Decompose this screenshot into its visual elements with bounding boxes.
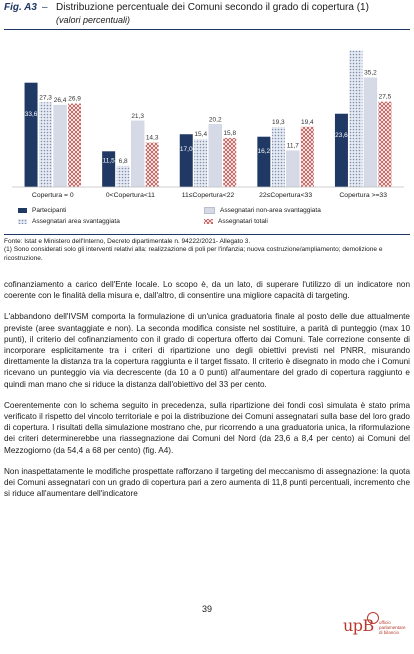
legend-swatch-area <box>18 219 27 224</box>
bar <box>39 102 52 187</box>
figure-dash: – <box>42 2 48 13</box>
upb-logo <box>343 612 411 650</box>
bar <box>364 78 377 187</box>
data-label: 6,8 <box>118 157 128 165</box>
page-number: 39 <box>201 604 212 614</box>
footnote-line: (1) Sono considerati solo gli interventi relativi alla: realizzazione di poli per l'infanzia; nuova costruzione/ampliamento; demolizione e ricostruzione. <box>4 246 383 262</box>
bar <box>180 134 193 187</box>
bar <box>286 151 299 187</box>
data-label: 15,8 <box>223 129 237 137</box>
paragraph-4: Non inaspettatamente le modifiche prospettate rafforzano il targeting del meccanismo di assegnazione: la quota dei Comuni assegnatari con un grado di copertura pari a zero aumenta di 11,8 punti percentuali, incremento che si riduce all'aumentare dell'indicatore <box>4 466 410 499</box>
bar <box>146 143 159 187</box>
bar <box>335 114 348 187</box>
data-label: 16,2 <box>257 147 271 155</box>
data-label: 27,5 <box>378 93 392 101</box>
data-label: 23,6 <box>335 132 348 140</box>
chart-legend <box>18 207 408 231</box>
figure-bottom-rule <box>4 234 410 235</box>
logo-seal-icon <box>367 612 379 624</box>
bar <box>25 83 38 187</box>
data-label: 15,4 <box>194 131 208 139</box>
legend-label-partecipanti: Partecipanti <box>32 207 67 214</box>
x-tick-label: Copertura = 0 <box>31 192 74 199</box>
data-label: 27,3 <box>39 94 52 102</box>
body-text <box>4 279 410 509</box>
bar <box>378 102 391 187</box>
legend-item-area <box>18 218 120 225</box>
data-label: 20,2 <box>208 116 222 124</box>
legend-swatch-non-area <box>204 207 215 214</box>
logo-text-line: ufficio <box>379 620 391 625</box>
bar <box>117 166 130 187</box>
logo-text-line: di bilancio <box>379 630 400 635</box>
source-line: Fonte: Istat e Ministero dell'Interno, Decreto dipartimentale n. 94222/2021- Allegato 3. <box>4 238 251 245</box>
figure-label: Fig. A3 <box>4 2 37 13</box>
data-label: 19,3 <box>272 119 285 127</box>
data-label: 26,9 <box>68 95 81 103</box>
figure-header <box>4 2 410 32</box>
figure-source <box>4 238 408 263</box>
x-tick-label: 0<Copertura<11 <box>105 192 155 199</box>
legend-label-non-area: Assegnatari non-area svantaggiata <box>220 207 321 214</box>
x-tick-label: Copertura >=33 <box>339 192 388 199</box>
data-label: 11,5 <box>102 157 115 165</box>
paragraph-2: L'abbandono dell'IVSM comporta la formulazione di un'unica graduatoria finale al posto delle due attualmente previste (aree svantaggiate e non). La seconda modifica consiste nel sostituire, a parità di punteggio (max 10 punti), il criterio del cofinanziamento con il grado di copertura offerto dai Comuni. Tale correzione consente di incorporare esplicitamente tra i criteri di ripartizione uno degli obiettivi previsti nel PNRR, misurando direttamente la distanza tra la copertura raggiunta e il target fissato. Il criterio è disegnato in modo che i Comuni ricevano un punteggio via via decrescente (da 10 a 0 punti) all'aumentare del grado di copertura raggiunto e quindi man mano che si riduce la distanza dall'obiettivo del 33 per cento. <box>4 312 410 389</box>
bar <box>223 138 236 187</box>
legend-item-totali <box>204 218 268 225</box>
data-label: 11,7 <box>286 142 299 150</box>
bar <box>257 137 270 187</box>
bar <box>68 104 81 188</box>
legend-item-partecipanti <box>18 207 66 214</box>
x-tick-labels <box>32 192 387 199</box>
logo-text-line: parlamentare <box>379 625 406 630</box>
data-label: 14,3 <box>145 134 159 142</box>
x-tick-label: 11≤Copertura<22 <box>181 192 235 199</box>
bar <box>102 151 115 187</box>
x-tick-label: 22≤Copertura<33 <box>259 192 313 199</box>
legend-swatch-totali <box>204 219 213 224</box>
legend-label-area: Assegnatari area svantaggiata <box>32 218 120 225</box>
legend-label-totali: Assegnatari totali <box>218 218 268 225</box>
bar <box>54 105 67 187</box>
bar <box>272 127 285 187</box>
bar <box>131 121 144 187</box>
bar-chart <box>4 32 410 227</box>
data-label: 19,4 <box>301 118 314 126</box>
figure-subtitle: (valori percentuali) <box>56 15 131 25</box>
bar <box>194 139 207 187</box>
bar <box>349 50 362 187</box>
logo-text <box>379 620 413 635</box>
bar <box>301 127 314 187</box>
data-label: 26,4 <box>53 97 67 105</box>
legend-swatch-partecipanti <box>18 208 27 213</box>
data-label: 17,0 <box>179 146 193 154</box>
figure-title: Distribuzione percentuale dei Comuni secondo il grado di copertura (1) <box>56 2 369 13</box>
legend-item-non-area <box>204 207 321 214</box>
logo-mark: upB <box>343 616 374 635</box>
paragraph-3: Coerentemente con lo schema seguito in precedenza, sulla ripartizione dei fondi così simulata è stato prima verificato il rispetto del vincolo territoriale e poi la distribuzione dei Comuni assegnatari sulla base del loro grado di copertura. I risultati della simulazione mostrano che, pur ricorrendo a una graduatoria unica, la riformulazione dei criteri determinerebbe una riassegnazione dai Comuni del Nord (da 23,6 a 8,4 per cento) ai Comuni del Mezzogiorno (da 54,4 a 68 per cento) (fig. A4). <box>4 400 410 455</box>
paragraph-1: cofinanziamento a carico dell'Ente locale. Lo scopo è, da un lato, di superare l'utilizzo di un indicatore non coerente con le finalità della misura e, dall'altro, di consentire una migliore capacità di targeting. <box>4 280 410 301</box>
data-label: 35,2 <box>364 69 377 77</box>
bar <box>209 124 222 187</box>
figure-rule <box>4 29 410 30</box>
data-label: 21,3 <box>131 112 144 120</box>
data-label: 33,6 <box>24 111 38 119</box>
